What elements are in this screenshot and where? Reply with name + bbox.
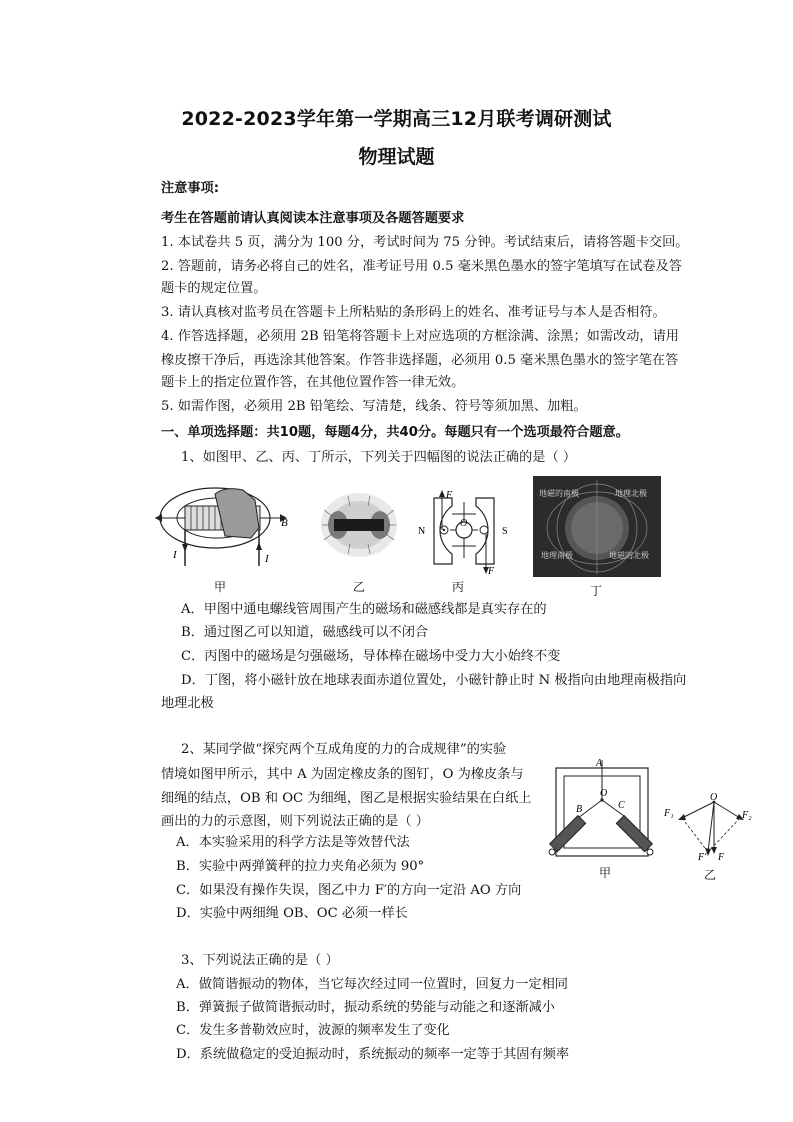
option-d: D．实验中两细绳 OB、OC 必须一样长 — [176, 906, 408, 921]
figure-earth-field — [533, 476, 661, 577]
notice-line: 题卡上的指定位置作答，在其他位置作答一律无效。 — [161, 375, 465, 390]
question-stem: 细绳的结点，OB 和 OC 为细绳，图乙是根据实验结果在白纸上 — [161, 791, 532, 806]
label-f: F — [488, 566, 495, 577]
earth-label: 地磁的北极 — [609, 551, 649, 560]
label-b: B — [281, 517, 288, 529]
notice-line: 3. 请认真核对监考员在答题卡上所粘贴的条形码上的姓名、准考证号与本人是否相符。 — [161, 305, 666, 320]
option-b: B．实验中两弹簧秤的拉力夹角必须为 90° — [176, 859, 425, 874]
notice-line: 5. 如需作图，必须用 2B 铅笔绘、写清楚，线条、符号等须加黑、加粗。 — [161, 399, 587, 414]
option-c: C．如果没有操作失误，图乙中力 F′的方向一定沿 AO 方向 — [176, 883, 522, 898]
label-s: S — [502, 526, 508, 537]
question-stem: 2、某同学做“探究两个互成角度的力的合成规律”的实验 — [181, 742, 507, 757]
label-i: I — [265, 553, 269, 565]
page-subtitle: 物理试题 — [358, 146, 435, 168]
label-o: O — [600, 788, 608, 799]
figure-caption: 丁 — [590, 584, 603, 598]
label-f: F — [446, 490, 453, 501]
option-c: C．发生多普勒效应时，波源的频率发生了变化 — [176, 1023, 450, 1038]
notice-line: 橡皮擦干净后，再选涂其他答案。作答非选择题，必须用 0.5 毫米黑色墨水的签字笔在答 — [161, 353, 679, 368]
section-heading: 一、单项选择题：共10题，每题4分，共40分。每题只有一个选项最符合题意。 — [161, 425, 629, 440]
label-o: O — [710, 792, 718, 803]
option-a: A．甲图中通电螺线管周围产生的磁场和磁感线都是真实存在的 — [181, 602, 547, 617]
label-f1: F₁ — [664, 808, 674, 819]
option-d-cont: 地理北极 — [161, 696, 214, 711]
earth-label: 地理北极 — [615, 489, 647, 498]
question-stem: 1、如图甲、乙、丙、丁所示，下列关于四幅图的说法正确的是（ ） — [181, 450, 577, 465]
figure-force-diagram — [664, 792, 758, 868]
option-a: A．本实验采用的科学方法是等效替代法 — [176, 835, 410, 850]
option-d: D．系统做稳定的受迫振动时，系统振动的频率一定等于其固有频率 — [176, 1047, 570, 1062]
question-stem: 画出的力的示意图，则下列说法正确的是（ ） — [161, 814, 429, 829]
notice-line: 1. 本试卷共 5 页，满分为 100 分，考试时间为 75 分钟。考试结束后，请将答题卡交回。 — [161, 235, 689, 250]
question-stem: 3、下列说法正确的是（ ） — [181, 953, 339, 968]
question-stem: 情境如图甲所示，其中 A 为固定橡皮条的图钉，O 为橡皮条与 — [161, 767, 524, 782]
label-fprime: F′ — [698, 852, 707, 863]
figure-caption: 丙 — [452, 580, 465, 594]
notice-intro: 考生在答题前请认真阅读本注意事项及各题答题要求 — [161, 211, 465, 226]
option-c: C．丙图中的磁场是匀强磁场，导体棒在磁场中受力大小始终不变 — [181, 649, 561, 664]
figure-caption: 乙 — [704, 868, 717, 882]
figure-radial-field — [416, 486, 512, 578]
earth-label: 地磁的南极 — [539, 489, 579, 498]
figure-iron-filings — [318, 490, 400, 560]
label-c: C — [618, 800, 625, 811]
figure-spring-scales — [544, 756, 660, 860]
notice-line: 4. 作答选择题，必须用 2B 铅笔将答题卡上对应选项的方框涂满、涂黑；如需改动，请用 — [161, 329, 679, 344]
label-f2: F₂ — [742, 810, 752, 821]
figure-caption: 甲 — [214, 580, 227, 594]
label-b: B — [576, 804, 583, 815]
option-d: D．丁图，将小磁针放在地球表面赤道位置处，小磁针静止时 N 极指向由地理南极指向 — [181, 673, 687, 688]
label-i: I — [173, 549, 177, 561]
label-a: A — [596, 758, 603, 769]
figure-caption: 乙 — [353, 580, 366, 594]
earth-label: 地理南极 — [541, 551, 573, 560]
label-o: O — [460, 518, 468, 529]
notice-line: 题卡的规定位置。 — [161, 281, 267, 296]
option-b: B．弹簧振子做简谐振动时，振动系统的势能与动能之和逐渐减小 — [176, 1000, 555, 1015]
option-a: A．做简谐振动的物体，当它每次经过同一位置时，回复力一定相同 — [176, 977, 568, 992]
figure-solenoid-hand — [155, 478, 290, 568]
option-b: B．通过图乙可以知道，磁感线可以不闭合 — [181, 625, 429, 640]
page-title: 2022-2023学年第一学期高三12月联考调研测试 — [181, 108, 612, 130]
figure-caption: 甲 — [599, 866, 612, 880]
notice-heading: 注意事项: — [161, 181, 220, 196]
notice-line: 2. 答题前，请务必将自己的姓名，准考证号用 0.5 毫米黑色墨水的签字笔填写在试卷及答 — [161, 259, 682, 274]
label-n: N — [418, 526, 426, 537]
label-f: F — [718, 852, 725, 863]
